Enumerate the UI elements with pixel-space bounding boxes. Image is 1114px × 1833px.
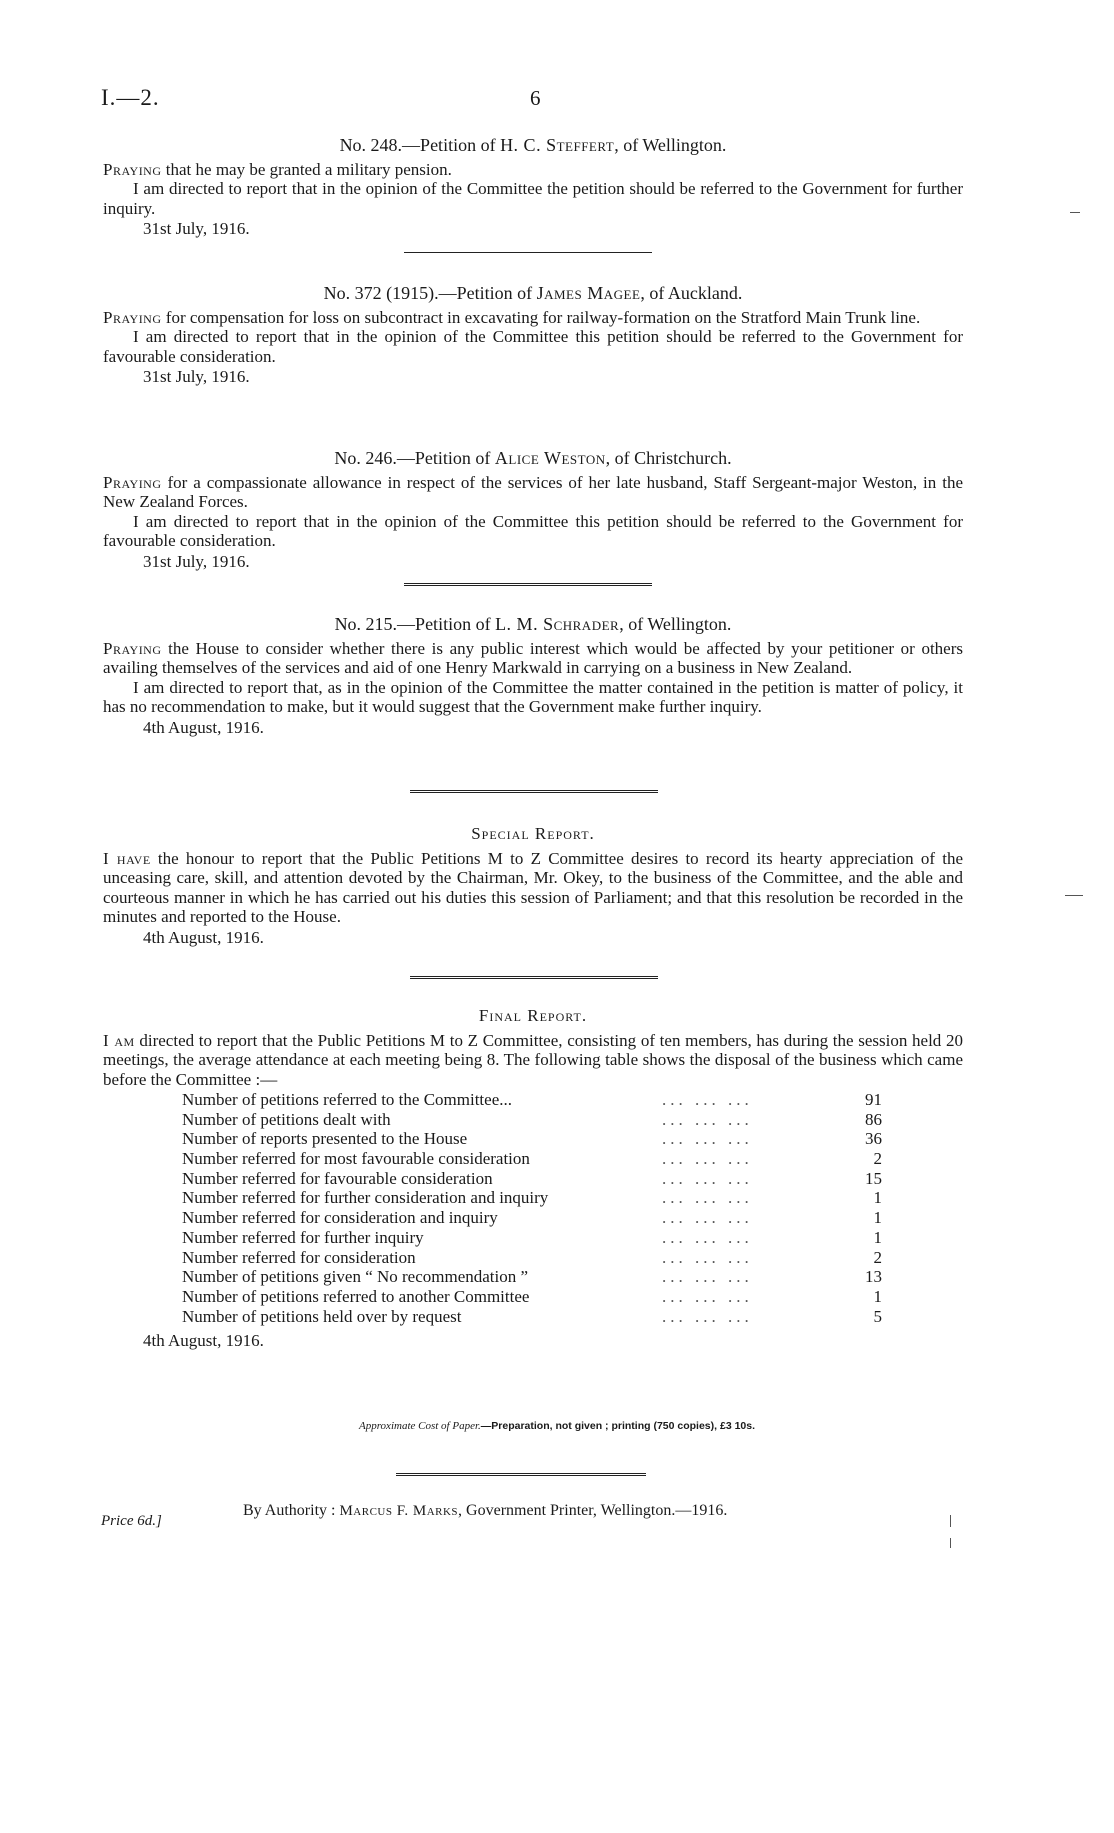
report-date: 4th August, 1916. <box>143 717 264 737</box>
committee-report: I am directed to report that in the opinion of the Committee the petition should be referred to the Government for further inquiry. <box>103 179 963 218</box>
divider <box>410 790 658 793</box>
table-row: Number of reports presented to the House ... ... ... 36 <box>182 1129 882 1149</box>
margin-mark <box>1070 212 1080 213</box>
final-report-title: Final Report. <box>478 1006 588 1025</box>
printer-name: Marcus F. Marks <box>339 1503 459 1519</box>
committee-report: I am directed to report that in the opinion of the Committee this petition should be referred to the Government for favourable consideration. <box>103 511 963 550</box>
petitioner-name: H. C. Steffert <box>500 135 615 155</box>
table-row: Number of petitions referred to the Committee... ... ... ... 91 <box>182 1090 882 1109</box>
report-date: 4th August, 1916. <box>143 927 264 947</box>
praying-text: Praying that he may be granted a military pension. <box>103 159 452 179</box>
table-row: Number referred for further consideration and inquiry ... ... ... 1 <box>182 1188 882 1208</box>
report-date: 4th August, 1916. <box>143 1331 264 1350</box>
petition-372 <box>103 284 963 387</box>
final-report-date-block <box>103 1330 963 1351</box>
committee-report: I am directed to report that in the opinion of the Committee this petition should be referred to the Government for favourable consideration. <box>103 327 963 366</box>
table-row: Number of petitions dealt with ... ... ... 86 <box>182 1109 882 1129</box>
petition-248 <box>103 136 963 239</box>
petitioner-name: Alice Weston <box>494 448 606 468</box>
praying-text: Praying for a compassionate allowance in respect of the services of her late husband, Staff Sergeant-major Weston, in the New Zealand Forces. <box>103 472 963 511</box>
special-report-title: Special Report. <box>471 824 595 843</box>
margin-mark <box>1065 895 1083 896</box>
special-report <box>103 824 963 947</box>
divider <box>410 976 658 979</box>
report-date: 31st July, 1916. <box>143 551 250 571</box>
margin-mark <box>950 1538 951 1548</box>
paper-reference: I.—2. <box>101 85 160 110</box>
petition-215 <box>103 615 963 737</box>
final-report-text: I am directed to report that the Public Petitions M to Z Committee, consisting of ten members, has during the session held 20 meetings, the average attendance at each meeting being 8. The following table shows the disposal of the business which came before the Committee :— <box>103 1030 963 1089</box>
petition-title: No. 372 (1915).—Petition of James Magee, of Auckland. <box>323 283 743 303</box>
table-row: Number referred for favourable consideration ... ... ... 15 <box>182 1168 882 1188</box>
table-row: Number referred for most favourable consideration ... ... ... 2 <box>182 1149 882 1169</box>
report-date: 31st July, 1916. <box>143 367 250 386</box>
divider <box>396 1473 646 1476</box>
cost-of-paper: Approximate Cost of Paper.—Preparation, not given ; printing (750 copies), £3 10s. <box>358 1420 756 1432</box>
final-report <box>103 1006 963 1089</box>
table-row: Number referred for consideration ... ... ... 2 <box>182 1247 882 1267</box>
petitioner-name: James Magee <box>536 283 641 303</box>
divider <box>404 252 652 253</box>
praying-text: Praying for compensation for loss on subcontract in excavating for railway-formation on the Stratford Main Trunk line. <box>103 307 921 327</box>
petition-title: No. 246.—Petition of Alice Weston, of Christchurch. <box>334 448 732 468</box>
petition-246 <box>103 449 963 571</box>
printer-authority: By Authority : Marcus F. Marks, Government Printer, Wellington.—1916. <box>243 1502 728 1519</box>
petition-title: No. 248.—Petition of H. C. Steffert, of Wellington. <box>339 135 727 155</box>
petitioner-name: L. M. Schrader <box>495 614 620 634</box>
price: Price 6d.] <box>101 1513 162 1529</box>
report-date: 31st July, 1916. <box>143 219 250 238</box>
divider <box>404 583 652 586</box>
special-report-text: I have the honour to report that the Public Petitions M to Z Committee desires to record its hearty appreciation of the unceasing care, skill, and attention devoted by the Chairman, Mr. Okey, to the business of the Committee, and the able and courteous manner in which he has carried out his duties this session of Parliament; and that this resolution be recorded in the minutes and reported to the House. <box>103 848 963 926</box>
table-row: Number of petitions referred to another Committee ... ... ... 1 <box>182 1286 882 1306</box>
table-row: Number referred for further inquiry ... ... ... 1 <box>182 1227 882 1247</box>
margin-mark <box>950 1515 951 1527</box>
table-row: Number of petitions held over by request ... ... ... 5 <box>182 1306 882 1326</box>
disposal-table <box>182 1090 882 1326</box>
table-row: Number referred for consideration and inquiry ... ... ... 1 <box>182 1208 882 1228</box>
petition-title: No. 215.—Petition of L. M. Schrader, of Wellington. <box>334 614 732 634</box>
praying-text: Praying the House to consider whether there is any public interest which would be affected by your petitioner or others availing themselves of the services and aid of one Henry Markwald in carrying on a business in New Zealand. <box>103 638 963 677</box>
committee-report: I am directed to report that, as in the opinion of the Committee the matter contained in the petition is matter of policy, it has no recommendation to make, but it would suggest that the Government make further inquiry. <box>103 677 963 716</box>
table-row: Number of petitions given “ No recommendation ” ... ... ... 13 <box>182 1267 882 1287</box>
page-number: 6 <box>530 86 541 110</box>
